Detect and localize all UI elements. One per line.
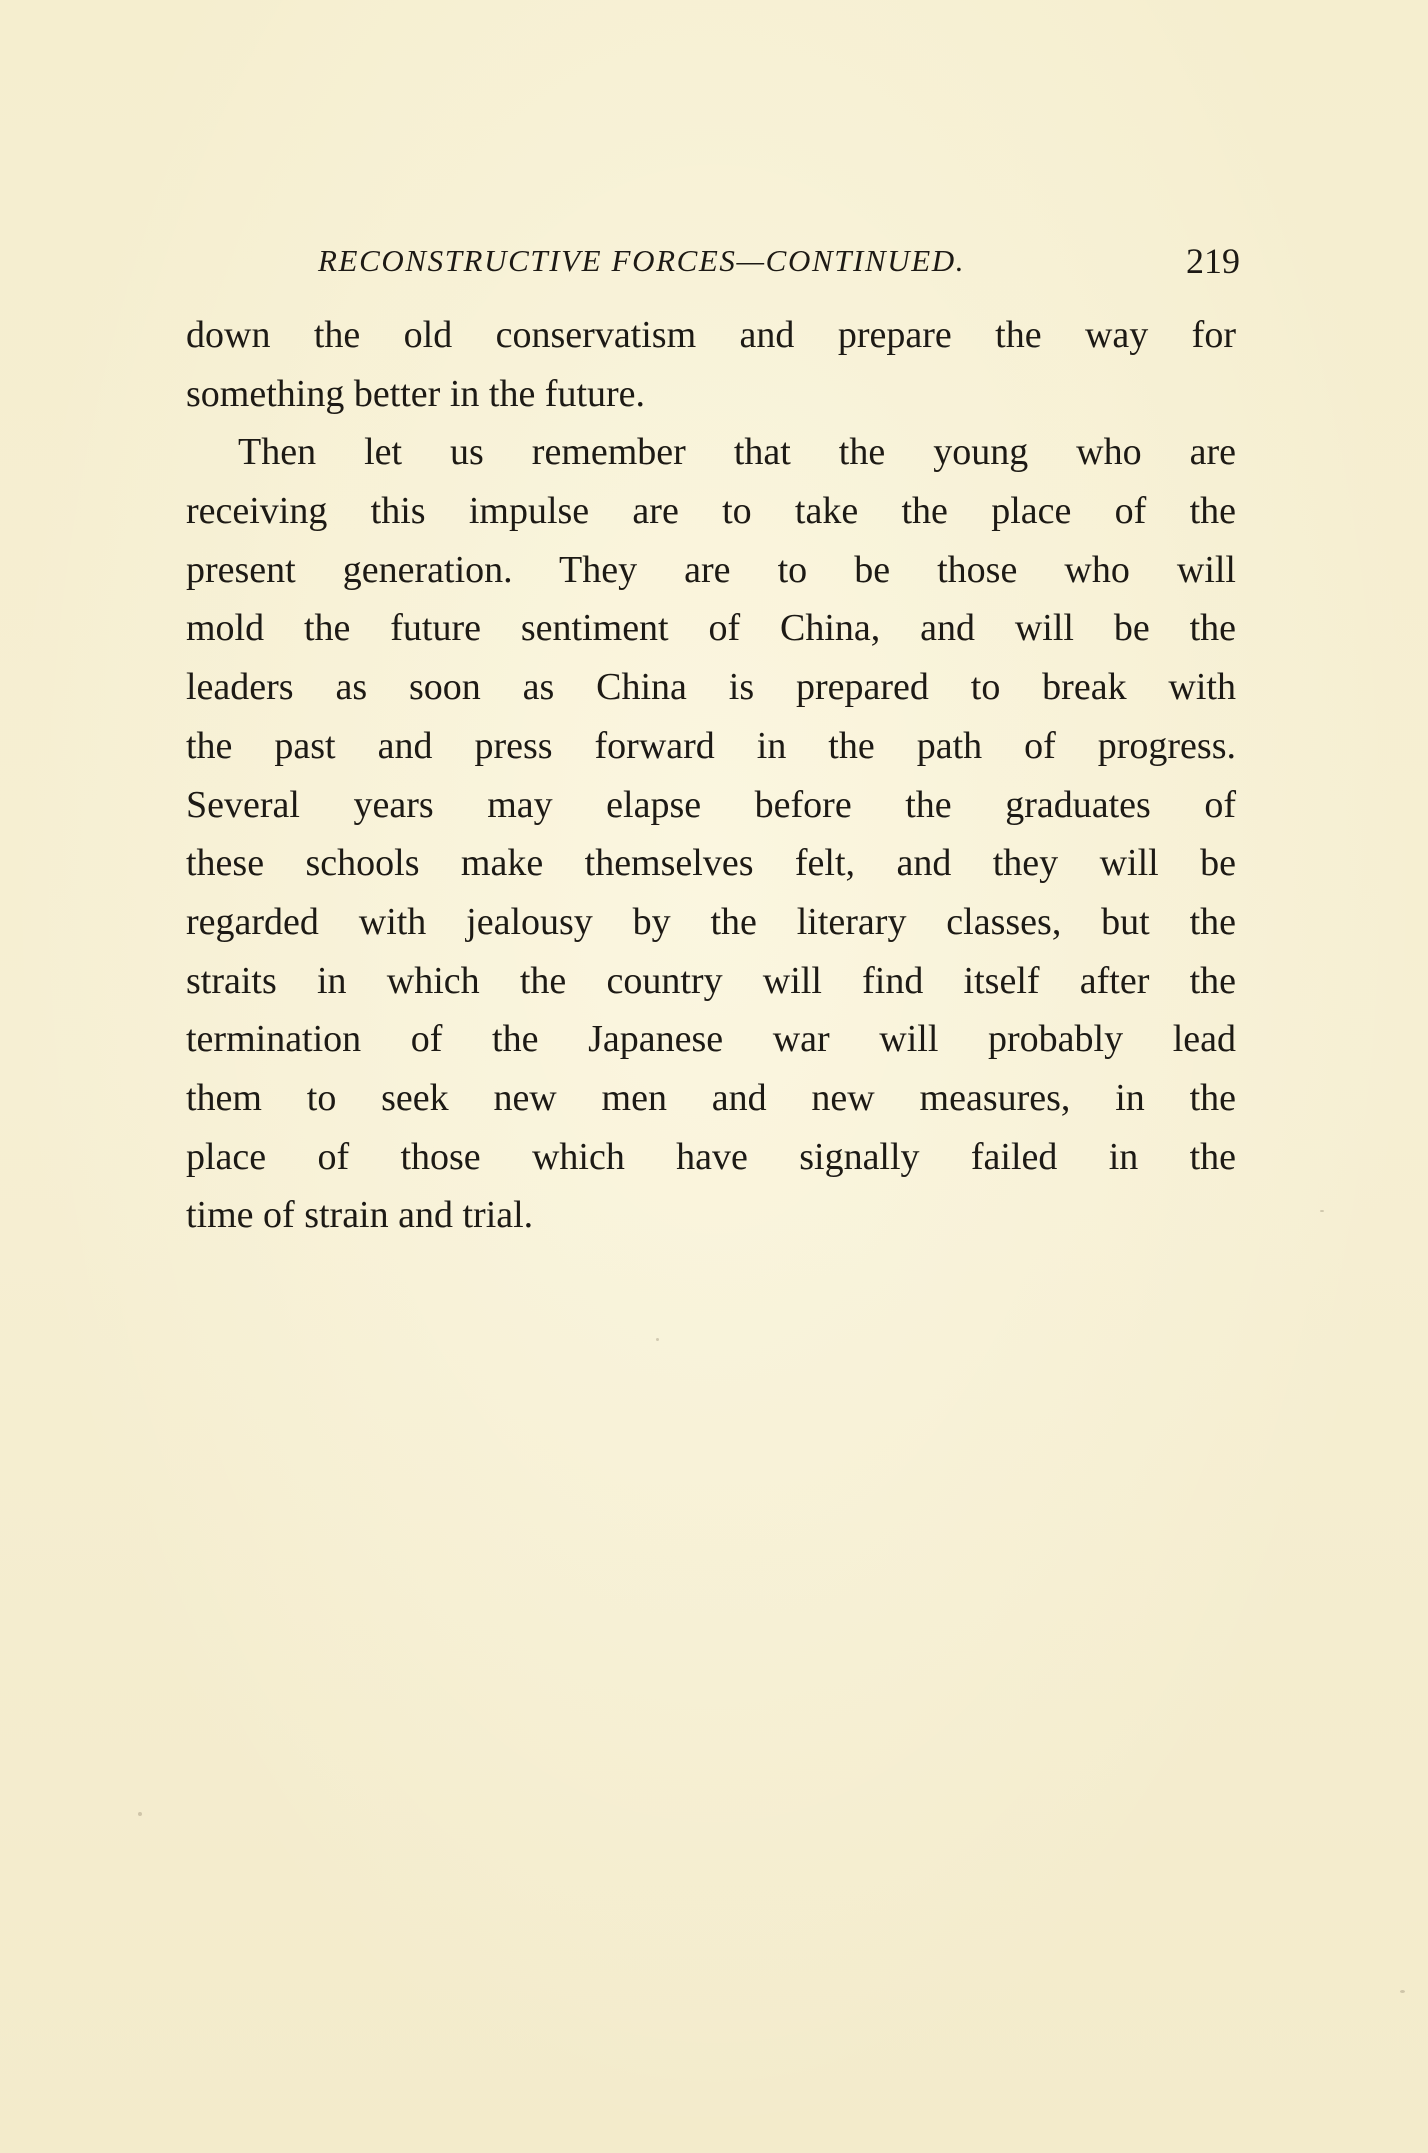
text-line: down the old conservatism and prepare the way for <box>186 314 1236 356</box>
text-line: place of those which have signally failed in the <box>186 1135 1236 1178</box>
running-title: RECONSTRUCTIVE FORCES—CONTINUED. <box>318 243 966 278</box>
body-text <box>186 306 1236 1245</box>
text-line: something better in the future. <box>186 372 646 415</box>
paragraph-2 <box>186 423 1236 1245</box>
text-line: receiving this impulse are to take the place of the <box>186 490 1236 533</box>
text-line: the past and press forward in the path of progress. <box>186 724 1236 767</box>
page-number: 219 <box>1186 241 1240 281</box>
text-line: Then let us remember that the young who are <box>238 431 1236 474</box>
text-line: these schools make themselves felt, and they will be <box>186 842 1236 885</box>
paragraph-1 <box>186 306 1236 423</box>
text-line: time of strain and trial. <box>186 1194 534 1237</box>
paper-speck <box>1320 1210 1324 1212</box>
text-line: mold the future sentiment of China, and will be the <box>186 607 1236 650</box>
text-line: Several years may elapse before the graduates of <box>186 783 1236 826</box>
text-line: them to seek new men and new measures, in the <box>186 1076 1236 1119</box>
text-line: present generation. They are to be those who will <box>186 548 1236 591</box>
text-line: termination of the Japanese war will probably lead <box>186 1018 1236 1061</box>
text-line: straits in which the country will find itself after the <box>186 959 1236 1002</box>
text-line: leaders as soon as China is prepared to break with <box>186 666 1236 709</box>
page-header <box>186 236 1244 286</box>
paper-speck <box>656 1338 659 1341</box>
paper-speck <box>138 1812 142 1816</box>
text-line: regarded with jealousy by the literary classes, but the <box>186 900 1236 943</box>
paper-speck <box>1400 1990 1405 1993</box>
